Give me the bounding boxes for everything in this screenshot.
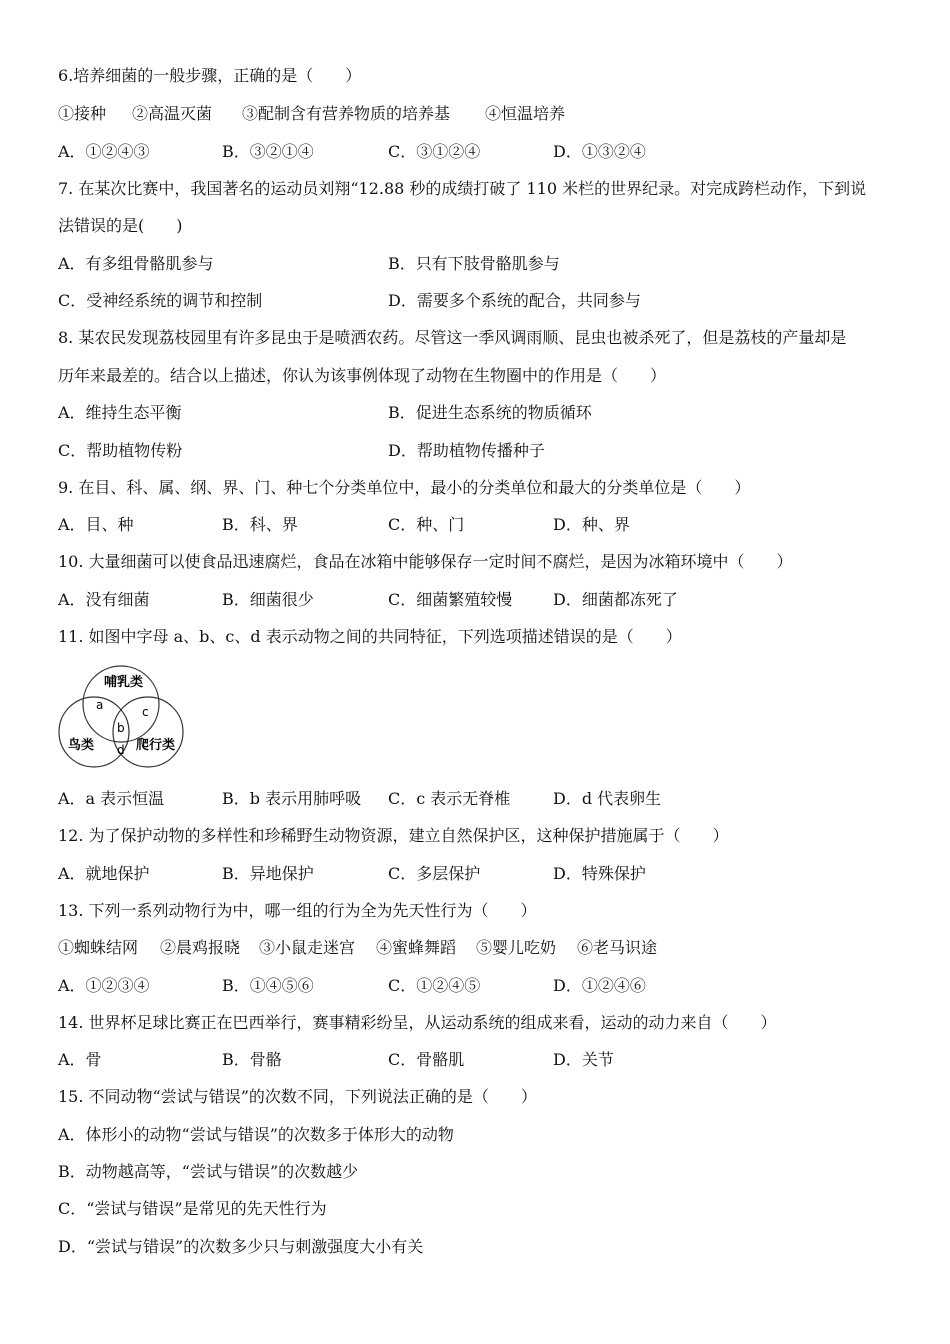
option-b[interactable]: B．促进生态系统的物质循环 bbox=[388, 403, 592, 422]
region-a-label: a bbox=[96, 698, 104, 712]
option-a[interactable]: A．骨 bbox=[58, 1050, 102, 1069]
region-c-label: c bbox=[142, 705, 149, 719]
question-7 bbox=[58, 179, 866, 199]
question-stem: 在某次比赛中，我国著名的运动员刘翔“12.88 秒的成绩打破了 110 米栏的世界纪录。对完成跨栏动作，下到说 bbox=[78, 179, 867, 198]
reptile-label: 爬行类 bbox=[136, 738, 176, 753]
mammal-label: 哺乳类 bbox=[104, 675, 144, 690]
item: ②晨鸡报晓 bbox=[160, 938, 241, 957]
option-b[interactable]: B．③②①④ bbox=[222, 142, 314, 161]
option-d[interactable]: D．①②④⑥ bbox=[553, 976, 646, 995]
question-number: 10. bbox=[58, 552, 84, 571]
option-d[interactable]: D．关节 bbox=[553, 1050, 614, 1069]
question-15 bbox=[58, 1087, 537, 1107]
question-number: 11. bbox=[58, 627, 84, 646]
region-b-label: b bbox=[117, 721, 125, 735]
question-12 bbox=[58, 826, 729, 846]
option-d[interactable]: D．特殊保护 bbox=[553, 864, 646, 883]
item: ②高温灭菌 bbox=[132, 104, 213, 123]
question-stem: 不同动物“尝试与错误”的次数不同，下列说法正确的是（ ） bbox=[88, 1087, 537, 1106]
option-a[interactable]: A．没有细菌 bbox=[58, 590, 150, 609]
item: ③小鼠走迷宫 bbox=[259, 938, 356, 957]
option-b[interactable]: B．细菌很少 bbox=[222, 590, 314, 609]
question-number: 14. bbox=[58, 1013, 84, 1032]
region-d-label: d bbox=[117, 743, 125, 757]
option-c[interactable]: C．种、门 bbox=[388, 515, 465, 534]
question-stem: 在目、科、属、纲、界、门、种七个分类单位中，最小的分类单位和最大的分类单位是（ ） bbox=[78, 478, 751, 497]
option-b[interactable]: B．异地保护 bbox=[222, 864, 314, 883]
question-10 bbox=[58, 552, 793, 572]
question-stem: 培养细菌的一般步骤，正确的是（ ） bbox=[73, 66, 362, 85]
question-number: 12. bbox=[58, 826, 84, 845]
question-stem: 为了保护动物的多样性和珍稀野生动物资源，建立自然保护区，这种保护措施属于（ ） bbox=[88, 826, 729, 845]
question-9 bbox=[58, 478, 750, 498]
option-d[interactable]: D．种、界 bbox=[553, 515, 630, 534]
item: ⑤婴儿吃奶 bbox=[476, 938, 557, 957]
venn-diagram bbox=[56, 664, 186, 768]
option-d[interactable]: D．需要多个系统的配合，共同参与 bbox=[388, 291, 641, 310]
option-b[interactable]: B．骨骼 bbox=[222, 1050, 282, 1069]
option-c[interactable]: C．“尝试与错误”是常见的先天性行为 bbox=[58, 1199, 327, 1218]
question-8 bbox=[58, 328, 846, 348]
option-b[interactable]: B．科、界 bbox=[222, 515, 298, 534]
question-stem: 大量细菌可以使食品迅速腐烂，食品在冰箱中能够保存一定时间不腐烂，是因为冰箱环境中（ ） bbox=[88, 552, 793, 571]
option-c[interactable]: C．①②④⑤ bbox=[388, 976, 481, 995]
option-c[interactable]: C．c 表示无脊椎 bbox=[388, 789, 511, 808]
question-number: 9. bbox=[58, 478, 74, 497]
option-c[interactable]: C．多层保护 bbox=[388, 864, 481, 883]
option-a[interactable]: A．①②③④ bbox=[58, 976, 150, 995]
option-b[interactable]: B．①④⑤⑥ bbox=[222, 976, 314, 995]
question-stem: 如图中字母 a、b、c、d 表示动物之间的共同特征，下列选项描述错误的是（ ） bbox=[88, 627, 682, 646]
question-stem-cont: 历年来最差的。结合以上描述，你认为该事例体现了动物在生物圈中的作用是（ ） bbox=[58, 366, 667, 385]
question-13 bbox=[58, 901, 537, 921]
item: ⑥老马识途 bbox=[577, 938, 658, 957]
option-b[interactable]: B．动物越高等，“尝试与错误”的次数越少 bbox=[58, 1162, 359, 1181]
option-a[interactable]: A．a 表示恒温 bbox=[58, 789, 165, 808]
question-number: 13. bbox=[58, 901, 84, 920]
option-b[interactable]: B．只有下肢骨骼肌参与 bbox=[388, 254, 560, 273]
question-stem: 世界杯足球比赛正在巴西举行，赛事精彩纷呈，从运动系统的组成来看，运动的动力来自（ ） bbox=[88, 1013, 777, 1032]
option-c[interactable]: C．骨骼肌 bbox=[388, 1050, 465, 1069]
option-d[interactable]: D．帮助植物传播种子 bbox=[388, 441, 545, 460]
option-d[interactable]: D．d 代表卵生 bbox=[553, 789, 662, 808]
item: ④恒温培养 bbox=[485, 104, 566, 123]
option-d[interactable]: D．“尝试与错误”的次数多少只与刺激强度大小有关 bbox=[58, 1237, 424, 1256]
question-number: 15. bbox=[58, 1087, 84, 1106]
option-a[interactable]: A．维持生态平衡 bbox=[58, 403, 182, 422]
option-c[interactable]: C．帮助植物传粉 bbox=[58, 441, 183, 460]
item: ①蜘蛛结网 bbox=[58, 938, 139, 957]
question-stem: 下列一系列动物行为中，哪一组的行为全为先天性行为（ ） bbox=[88, 901, 537, 920]
option-a[interactable]: A．目、种 bbox=[58, 515, 134, 534]
question-14 bbox=[58, 1013, 777, 1033]
option-d[interactable]: D．细菌都冻死了 bbox=[553, 590, 678, 609]
option-a[interactable]: A．就地保护 bbox=[58, 864, 150, 883]
bird-label: 鸟类 bbox=[68, 738, 95, 753]
option-a[interactable]: A．①②④③ bbox=[58, 142, 150, 161]
item: ③配制含有营养物质的培养基 bbox=[242, 104, 451, 123]
option-c[interactable]: C．细菌繁殖较慢 bbox=[388, 590, 513, 609]
question-6 bbox=[58, 66, 361, 86]
option-c[interactable]: C．受神经系统的调节和控制 bbox=[58, 291, 263, 310]
item: ④蜜蜂舞蹈 bbox=[376, 938, 457, 957]
item: ①接种 bbox=[58, 104, 107, 123]
question-number: 6. bbox=[58, 66, 74, 85]
option-d[interactable]: D．①③②④ bbox=[553, 142, 646, 161]
question-11 bbox=[58, 627, 682, 647]
question-number: 7. bbox=[58, 179, 74, 198]
question-stem-cont: 法错误的是( ) bbox=[58, 216, 183, 235]
option-c[interactable]: C．③①②④ bbox=[388, 142, 481, 161]
option-a[interactable]: A．体形小的动物“尝试与错误”的次数多于体形大的动物 bbox=[58, 1125, 454, 1144]
option-a[interactable]: A．有多组骨骼肌参与 bbox=[58, 254, 214, 273]
option-b[interactable]: B．b 表示用肺呼吸 bbox=[222, 789, 362, 808]
question-stem: 某农民发现荔枝园里有许多昆虫于是喷洒农药。尽管这一季风调雨顺、昆虫也被杀死了，但是荔枝的产量却是 bbox=[78, 328, 847, 347]
question-number: 8. bbox=[58, 328, 74, 347]
